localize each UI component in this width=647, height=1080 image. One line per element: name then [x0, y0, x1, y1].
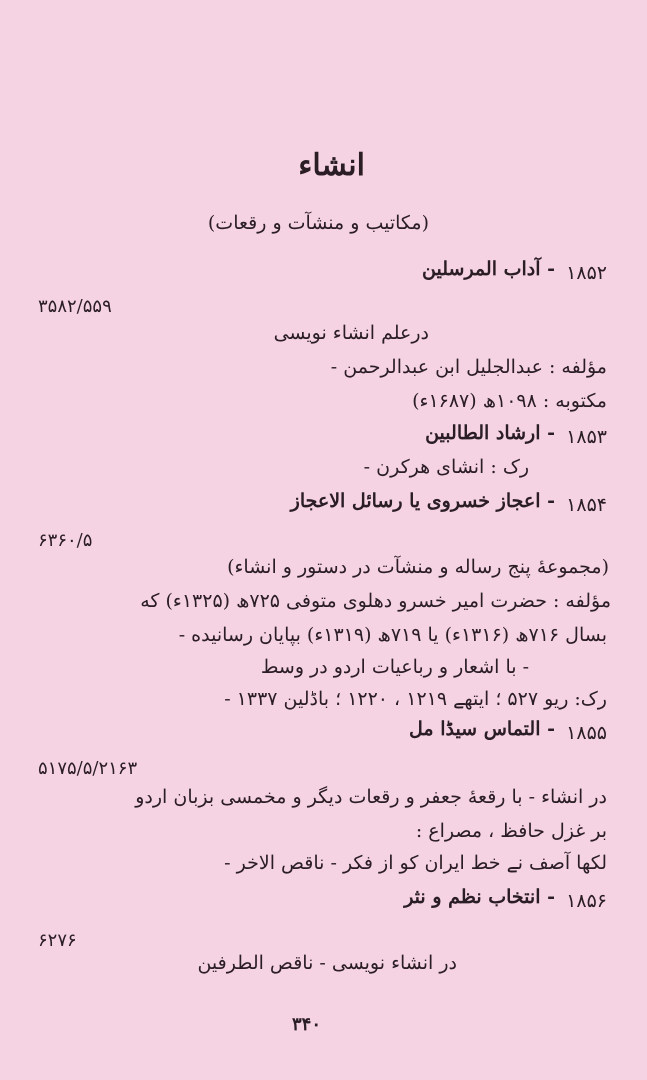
entry-heading: - آداب المرسلین	[422, 258, 555, 280]
entry-line: لکها آصف نے خط ایران کو از فکر - ناقص الاخر -	[224, 852, 607, 874]
accession-number: ۶۳۶۰/۵	[38, 530, 93, 551]
section-subtitle: (مکاتیب و منشآت و رقعات)	[207, 212, 429, 234]
entry-line: مؤلفه : عبدالجلیل ابن عبدالرحمن -	[330, 356, 607, 378]
entry-number: ۱۸۵۶	[566, 890, 607, 912]
entry-line: در انشاء - با رقعهٔ جعفر و رقعات دیگر و مخمسی بزبان اردو	[135, 786, 607, 808]
entry-heading: - اعجاز خسروی یا رسائل الاعجاز	[290, 490, 555, 512]
entry-heading: - انتخاب نظم و نثر	[404, 886, 555, 908]
entry-line: بسال ۷۱۶ھ (۱۳۱۶ء) یا ۷۱۹ھ (۱۳۱۹ء) بپایان رسانیده -	[178, 624, 607, 646]
entry-number: ۱۸۵۵	[566, 722, 607, 744]
entry-number: ۱۸۵۴	[566, 494, 607, 516]
page-number: ۳۴۰	[292, 1014, 322, 1035]
entry-line: مکتوبه : ۱۰۹۸ھ (۱۶۸۷ء)	[412, 390, 607, 412]
accession-number: ۶۲۷۶	[38, 930, 77, 951]
entry-line: (مجموعهٔ پنج رساله و منشآت در دستور و انشاء)	[227, 556, 609, 578]
accession-number: ۳۵۸۲/۵۵۹	[38, 296, 112, 317]
entry-heading: - التماس سیڈا مل	[409, 718, 555, 740]
entry-line: رک : انشای هرکرن -	[363, 456, 529, 478]
accession-number: ۵۱۷۵/۵/۲۱۶۳	[38, 758, 138, 779]
entry-line: - با اشعار و رباعیات اردو در وسط	[260, 656, 529, 678]
entry-line: درعلم انشاء نویسی	[273, 322, 429, 344]
entry-line: بر غزل حافظ ، مصراع :	[415, 820, 607, 842]
entry-line: مؤلفه : حضرت امیر خسرو دهلوی متوفی ۷۲۵ھ (۱۳۲۵ء) که	[140, 590, 611, 612]
entry-heading: - ارشاد الطالبین	[425, 422, 555, 444]
entry-line: رک: ریو ۵۲۷ ؛ ایتهے ۱۲۱۹ ، ۱۲۲۰ ؛ باڈلین ۱۳۳۷ -	[224, 688, 607, 710]
entry-number: ۱۸۵۳	[566, 426, 607, 448]
section-title: انشاء	[298, 148, 365, 183]
entry-number: ۱۸۵۲	[566, 262, 607, 284]
entry-line: در انشاء نویسی - ناقص الطرفین	[197, 952, 457, 974]
